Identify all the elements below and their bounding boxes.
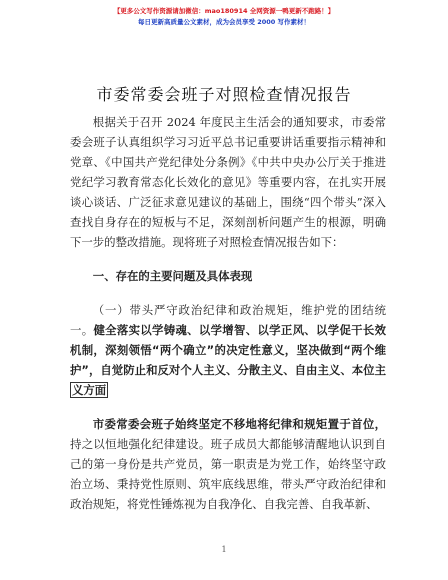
section-heading: 一、存在的主要问题及具体表现 [92,269,253,283]
banner-line-2: 每日更新高质量公文素材，成为会员享受 2000 写作素材！ [137,18,311,26]
page-number: 1 [221,545,227,554]
banner-line-1: 【更多公文写作资源请加微信：mao180914 全网资源一鸭更新不跑路！】 [113,7,335,15]
intro-paragraph: 根据关于召开 2024 年度民主生活会的通知要求，市委常委会班子认真组织学习习近平总书记重要讲话重要指示精神和党章、《中国共产党纪律处分条例》《中共中央办公厅关于推进党纪学习教育常态化长效化的意见》等重要内容，在扎实开展谈心谈话、广泛征求意见建议的基础上，围绕“四个带头”深入查找自身存在的短板与不足，深刻剖析问题产生的根源，明确下一步的整改措施。现将班子对照检查情况报告如下： [70,115,386,249]
promo-banner [0,6,448,28]
subsection-lead: （一）带头严守政治纪律和政治规矩，维护党的团结统一。 [70,303,386,337]
paragraph-body: 持之以恒地强化纪律建设。班子成员大都能够清醒地认识到自己的第一身份是共产党员，第一职责是为党工作，始终坚守政治立场、秉持党性原则、筑牢底线思维，带头严守政治纪律和政治规矩，将党性锤炼视为自我净化、自我完善、自我革新、 [70,437,386,511]
body-paragraph [70,414,386,514]
document-body [70,112,386,514]
subsection-paragraph [70,300,386,400]
document-title: 市委常委会班子对照检查情况报告 [96,85,352,104]
boxed-text: 义方面 [72,383,107,397]
subsection-body: 健全落实以学铸魂、以学增智、以学正风、以学促干长效机制，深刻领悟“两个确立”的决定性意义，坚决做到“两个维护”，自觉防止和反对个人主义、分散主义、自由主义、本位主 [70,323,386,377]
paragraph-lead: 市委常委会班子始终坚定不移地将纪律和规矩置于首位， [92,417,386,431]
